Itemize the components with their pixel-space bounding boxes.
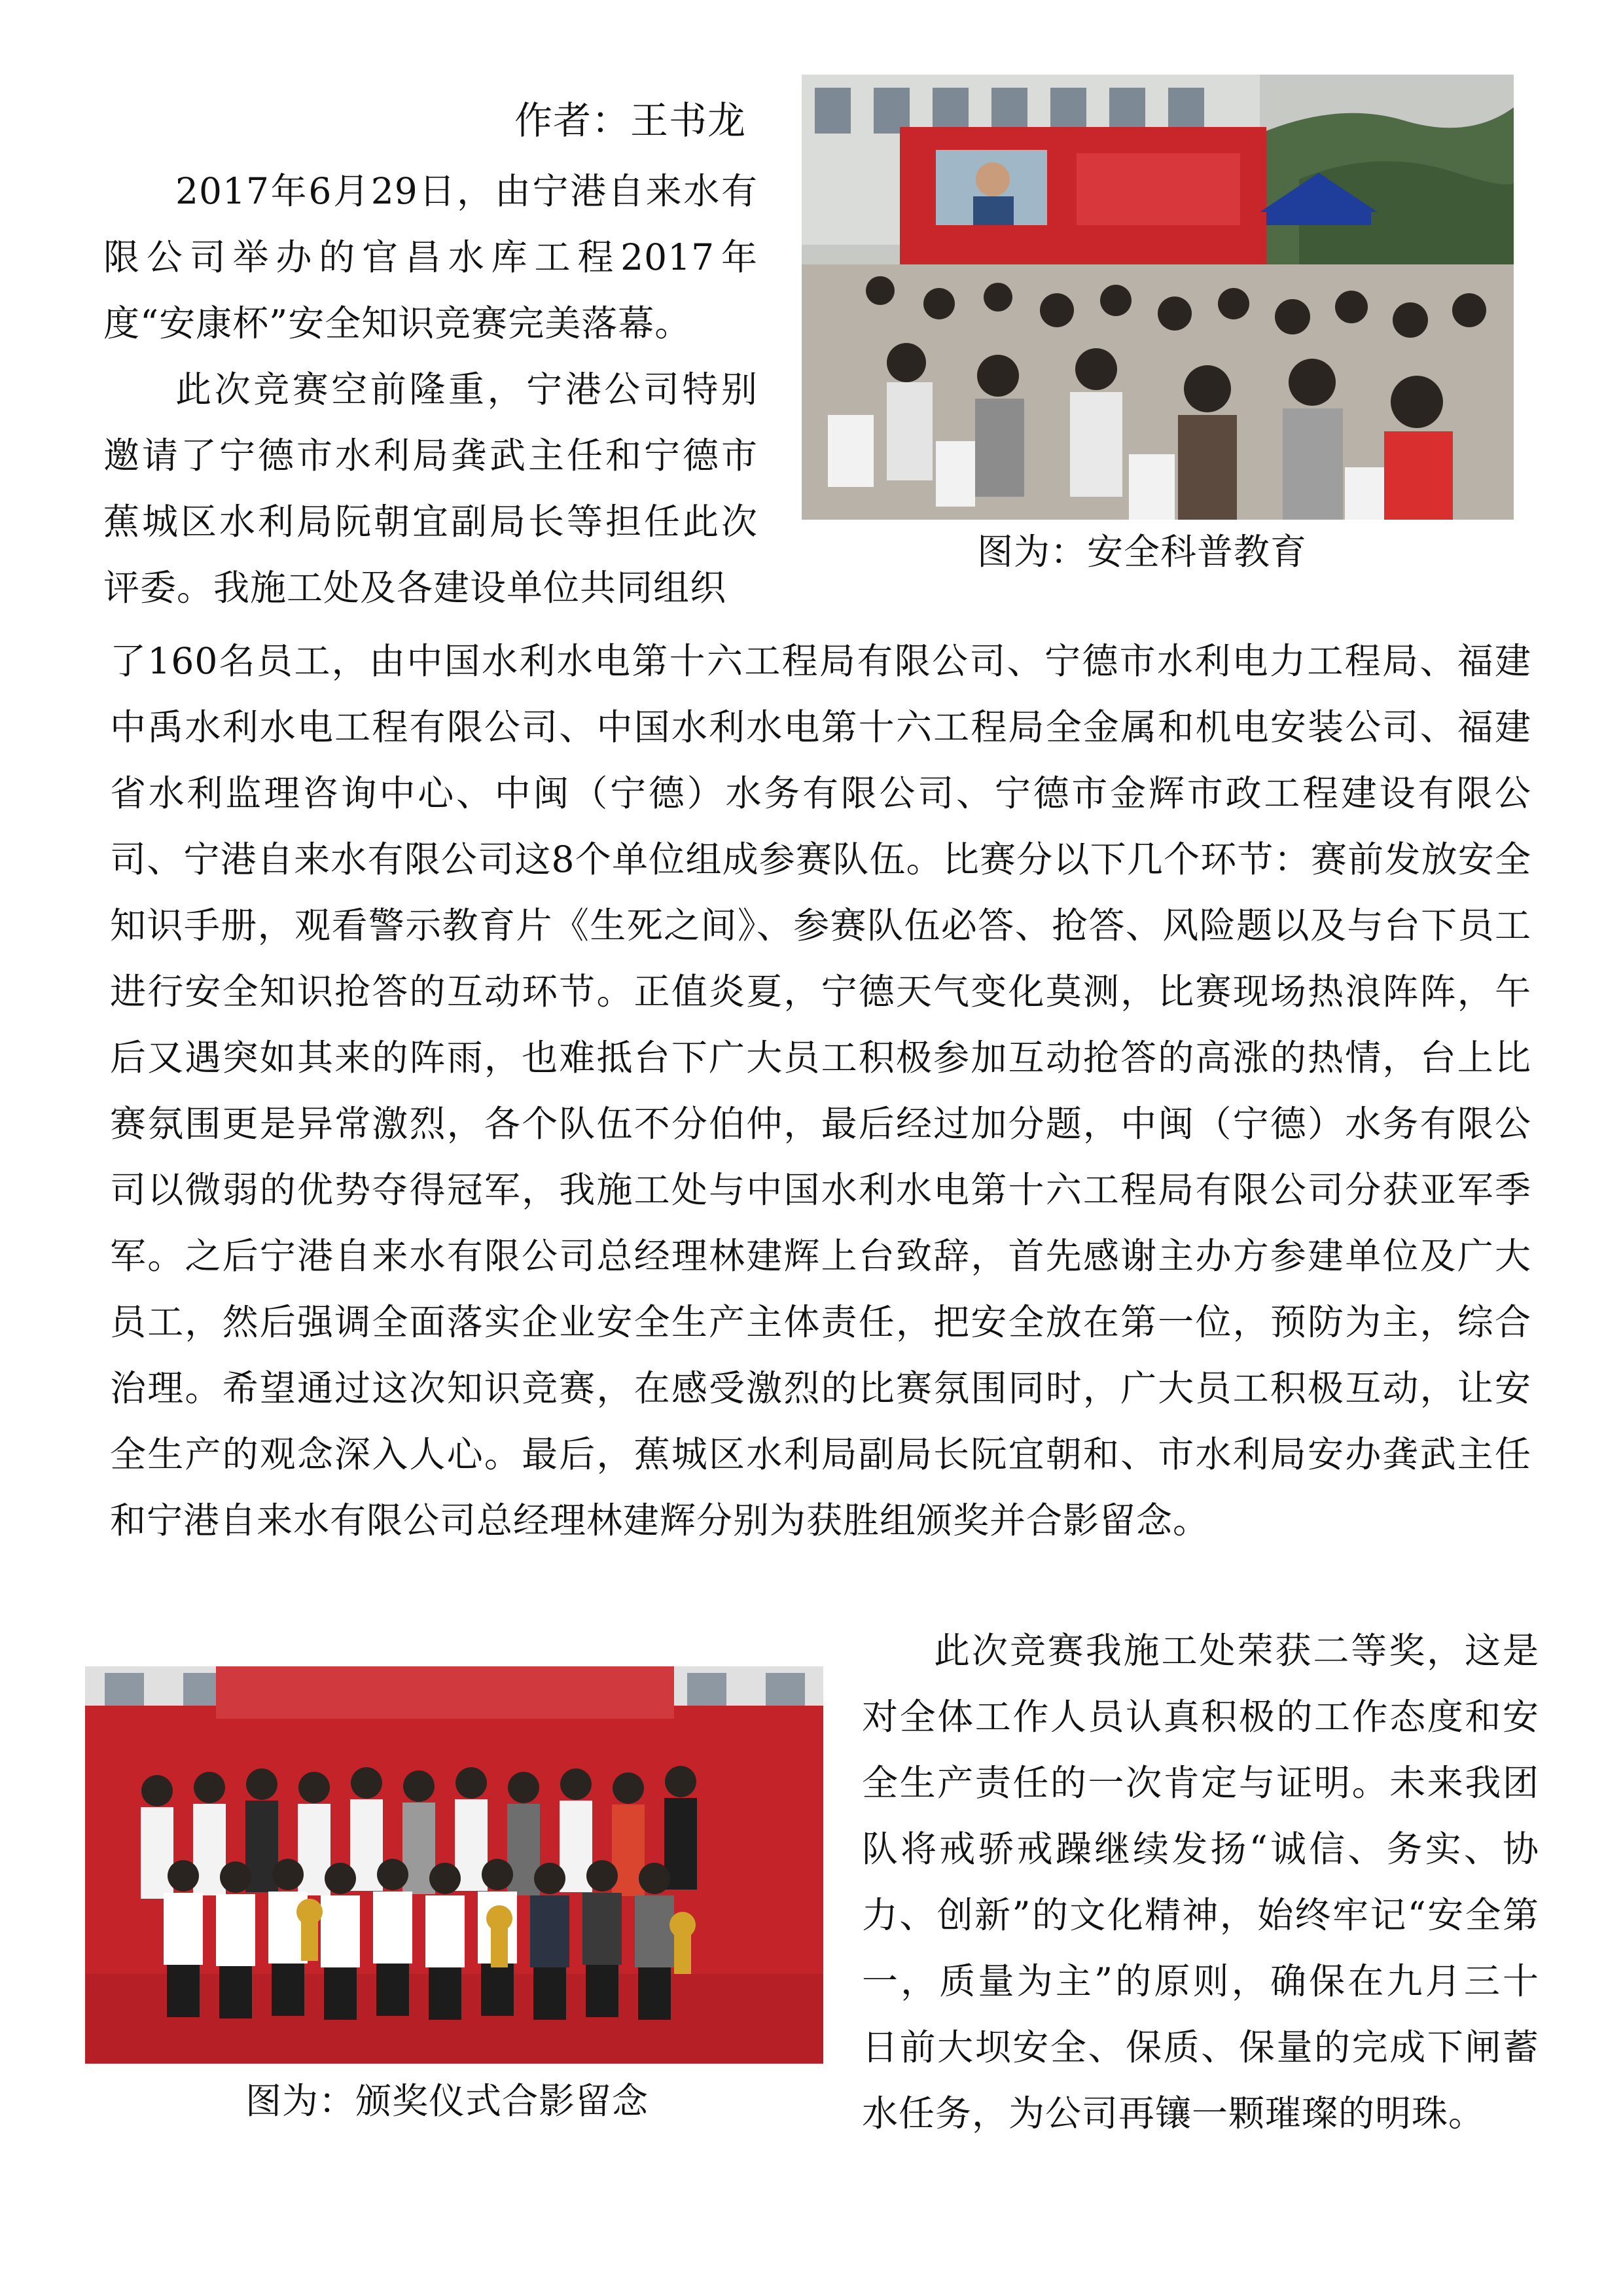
safety-education-photo-illustration <box>802 75 1514 520</box>
main-text <box>110 628 1531 1554</box>
intro-text <box>103 158 758 621</box>
intro-paragraph-1: 2017年6月29日，由宁港自来水有限公司举办的官昌水库工程2017年度“安康杯”安全知识竞赛完美落幕。 <box>103 170 758 344</box>
main-paragraph: 了160名员工，由中国水利水电第十六工程局有限公司、宁德市水利电力工程局、福建中禹水利水电工程有限公司、中国水利水电第十六工程局全金属和机电安装公司、福建省水利监理咨询中心、中闽（宁德）水务有限公司、宁德市金辉市政工程建设有限公司、宁港自来水有限公司这8个单位组成参赛队伍。比赛分以下几个环节：赛前发放安全知识手册，观看警示教育片《生死之间》、参赛队伍必答、抢答、风险题以及与台下员工进行安全知识抢答的互动环节。正值炎夏，宁德天气变化莫测，比赛现场热浪阵阵，午后又遇突如其来的阵雨，也难抵台下广大员工积极参加互动抢答的高涨的热情，台上比赛氛围更是异常激烈，各个队伍不分伯仲，最后经过加分题，中闽（宁德）水务有限公司以微弱的优势夺得冠军，我施工处与中国水利水电第十六工程局有限公司分获亚军季军。之后宁港自来水有限公司总经理林建辉上台致辞，首先感谢主办方参建单位及广大员工，然后强调全面落实企业安全生产主体责任，把安全放在第一位，预防为主，综合治理。希望通过这次知识竞赛，在感受激烈的比赛氛围同时，广大员工积极互动，让安全生产的观念深入人心。最后，蕉城区水利局副局长阮宜朝和、市水利局安办龚武主任和宁港自来水有限公司总经理林建辉分别为获胜组颁奖并合影留念。 <box>110 640 1531 1541</box>
closing-text <box>862 1618 1539 2147</box>
author-line: 作者：王书龙 <box>514 98 747 143</box>
safety-education-caption: 图为：安全科普教育 <box>977 531 1308 573</box>
safety-education-photo <box>802 75 1514 520</box>
intro-paragraph-2: 此次竞赛空前隆重，宁港公司特别邀请了宁德市水利局龚武主任和宁德市蕉城区水利局阮朝宜副局长等担任此次评委。我施工处及各建设单位共同组织 <box>103 368 758 609</box>
award-ceremony-photo <box>85 1666 823 2064</box>
award-ceremony-photo-illustration <box>85 1666 823 2064</box>
closing-paragraph: 此次竞赛我施工处荣获二等奖，这是对全体工作人员认真积极的工作态度和安全生产责任的一次肯定与证明。未来我团队将戒骄戒躁继续发扬“诚信、务实、协力、创新”的文化精神，始终牢记“安全第一，质量为主”的原则，确保在九月三十日前大坝安全、保质、保量的完成下闸蓄水任务，为公司再镶一颗璀璨的明珠。 <box>862 1630 1539 2134</box>
award-ceremony-caption: 图为：颁奖仪式合影留念 <box>245 2080 649 2122</box>
